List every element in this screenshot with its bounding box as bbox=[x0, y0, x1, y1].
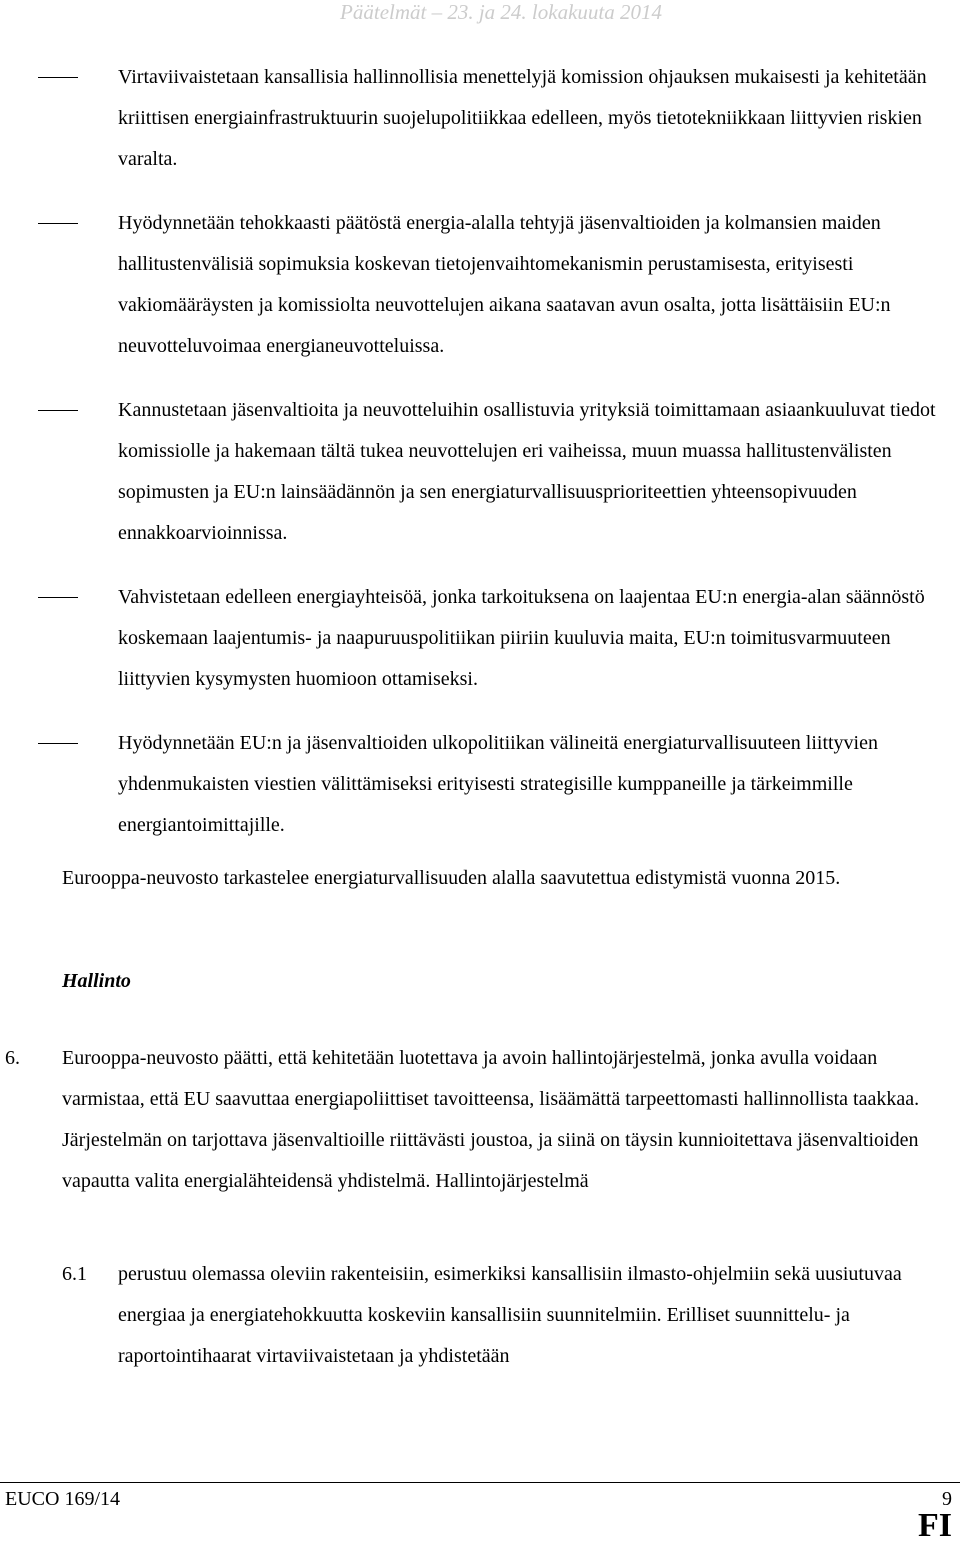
section-heading: Hallinto bbox=[62, 970, 131, 992]
dash-marker bbox=[38, 597, 78, 598]
dash-marker bbox=[38, 223, 78, 224]
running-header: Päätelmät – 23. ja 24. lokakuuta 2014 bbox=[340, 0, 662, 24]
bullet-item bbox=[118, 723, 956, 846]
subpoint-number: 6.1 bbox=[62, 1263, 87, 1285]
dash-marker bbox=[38, 410, 78, 411]
language-code: FI bbox=[918, 1507, 952, 1544]
bullet-text: Hyödynnetään tehokkaasti päätöstä energia-alalla tehtyjä jäsenvaltioiden ja kolmansien maiden hallitustenvälisiä sopimuksia koskevan tietojenvaihtomekanismin perustamisesta, erityisesti vakiomääräysten ja komissiolta neuvottelujen aikana saatavan avun osalta, jotta lisättäisiin EU:n neuvotteluvoimaa energianeuvotteluissa. bbox=[118, 212, 891, 357]
point-paragraph: Eurooppa-neuvosto päätti, että kehitetään luotettava ja avoin hallintojärjestelmä, jonka avulla voidaan varmistaa, että EU saavuttaa energiapoliittiset tavoitteensa, lisäämättä tarpeettomasti hallinnollista taakkaa. Järjestelmän on tarjottava jäsenvaltioille riittävästi joustoa, ja siinä on täysin kunnioitettava jäsenvaltioiden vapautta valita energialähteidensä yhdistelmä. Hallintojärjestelmä bbox=[62, 1047, 920, 1192]
bullet-item bbox=[118, 577, 956, 700]
point-number: 6. bbox=[5, 1047, 20, 1069]
footer-divider bbox=[0, 1482, 960, 1483]
bullet-text: Kannustetaan jäsenvaltioita ja neuvotteluihin osallistuvia yrityksiä toimittamaan asiaankuuluvat tiedot komissiolle ja hakemaan tältä tukea neuvottelujen eri vaiheissa, muun muassa hallitustenvälisten sopimusten ja EU:n lainsäädännön ja sen energiaturvallisuusprioriteettien yhteensopivuuden ennakkoarvioinnissa. bbox=[118, 399, 936, 544]
bullet-text: Vahvistetaan edelleen energiayhteisöä, jonka tarkoituksena on laajentaa EU:n energia-alan säännöstö koskemaan laajentumis- ja naapuruuspolitiikan piiriin kuuluvia maita, EU:n toimitusvarmuuteen liittyvien kysymysten huomioon ottamiseksi. bbox=[118, 586, 925, 690]
page-number: 9 bbox=[942, 1488, 952, 1510]
closing-paragraph: Eurooppa-neuvosto tarkastelee energiaturvallisuuden alalla saavutettua edistymistä vuonna 2015. bbox=[62, 867, 841, 889]
document-reference: EUCO 169/14 bbox=[5, 1488, 120, 1510]
bullet-item bbox=[118, 390, 956, 554]
dash-marker bbox=[38, 743, 78, 744]
subpoint-paragraph: perustuu olemassa oleviin rakenteisiin, esimerkiksi kansallisiin ilmasto-ohjelmiin sekä uusiutuvaa energiaa ja energiatehokkuutta koskeviin kansallisiin suunnitelmiin. Erilliset suunnittelu- ja raportointihaarat virtaviivaistetaan ja yhdistetään bbox=[118, 1263, 902, 1367]
bullet-text: Hyödynnetään EU:n ja jäsenvaltioiden ulkopolitiikan välineitä energiaturvallisuuteen liittyvien yhdenmukaisten viestien välittämiseksi erityisesti strategisille kumppaneille ja tärkeimmille energiantoimittajille. bbox=[118, 732, 878, 836]
dash-marker bbox=[38, 77, 78, 78]
bullet-text: Virtaviivaistetaan kansallisia hallinnollisia menettelyjä komission ohjauksen mukaisesti ja kehitetään kriittisen energiainfrastruktuurin suojelupolitiikkaa edelleen, myös tietotekniikkaan liittyvien riskien varalta. bbox=[118, 66, 927, 170]
bullet-item bbox=[118, 203, 956, 367]
bullet-item bbox=[118, 57, 956, 180]
